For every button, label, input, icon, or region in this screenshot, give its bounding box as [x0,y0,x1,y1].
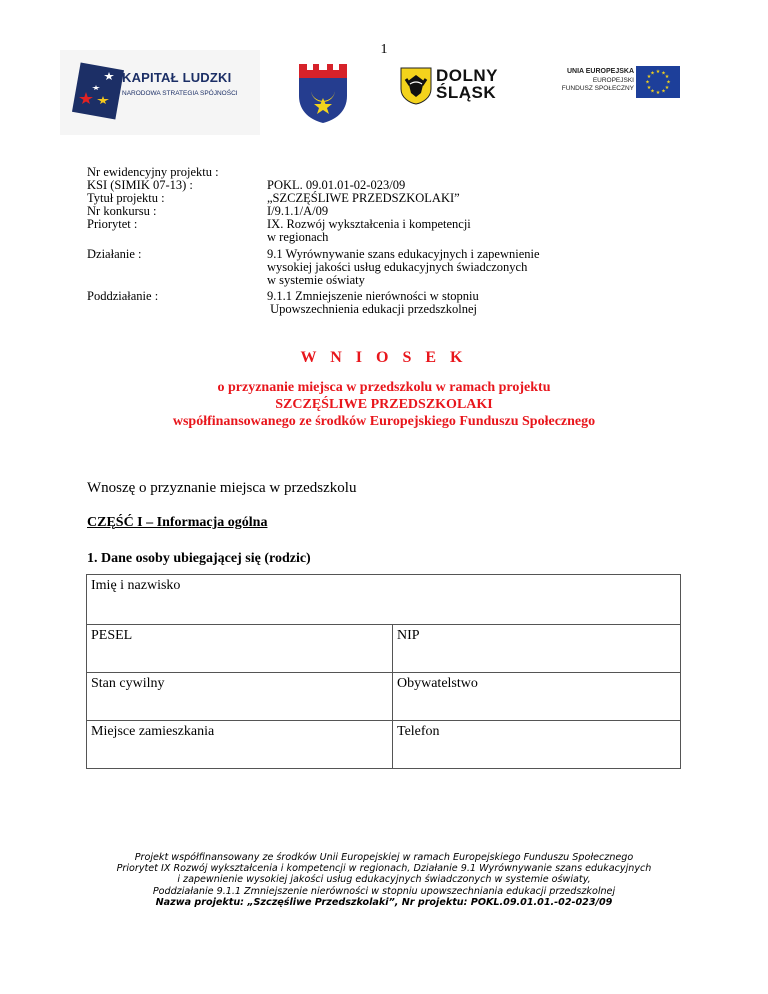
residence-label: Miejsce zamieszkania [91,724,215,739]
eu-flag-icon [636,66,680,98]
kapital-ludzki-emblem-icon [66,58,126,128]
svg-text:★: ★ [664,74,670,80]
value-poddzialanie-1: 9.1.1 Zmniejszenie nierówności w stopniu [267,289,479,303]
label-dzialanie: Działanie : [87,247,142,261]
svg-text:★: ★ [661,70,666,77]
marital-status-field[interactable] [87,673,393,721]
label-priorytet: Priorytet : [87,217,138,231]
full-name-label: Imię i nazwisko [91,578,181,593]
pesel-label: PESEL [91,628,133,643]
footer-line2: Priorytet IX Rozwój wykształcenia i kompetencji w regionach, Działanie 9.1 Wyrównywanie szans edukacyjnych [116,863,652,875]
svg-text:★: ★ [655,90,661,96]
table-row [87,625,681,673]
svg-text:★: ★ [666,79,671,86]
label-nr-ewidencyjny: Nr ewidencyjny projektu : [87,165,219,179]
footer-line1: Projekt współfinansowany ze środków Unii Europejskiej w ramach Europejskiego Funduszu Społecznego [134,852,634,863]
label-ksi: KSI (SIMIK 07-13) : [87,178,193,192]
eu-logo-line2: EUROPEJSKI [592,76,634,84]
citizenship-label: Obywatelstwo [397,676,478,691]
phone-field[interactable] [393,721,681,769]
eu-logo-line3: FUNDUSZ SPOŁECZNY [561,85,634,92]
value-konkurs: I/9.1.1/A/09 [267,204,329,218]
svg-text:★: ★ [650,88,655,95]
kapital-ludzki-logo [60,50,260,135]
nip-field[interactable] [393,625,681,673]
value-dzialanie-3: w systemie oświaty [267,273,365,287]
svg-text:★: ★ [646,74,652,80]
label-poddzialanie: Poddziałanie : [87,289,159,303]
table-row [87,575,681,625]
subtitle-line3: współfinansowanego ze środków Europejskiego Funduszu Społecznego [172,414,596,429]
page-footer [0,852,768,908]
label-konkurs: Nr konkursu : [87,204,157,218]
phone-label: Telefon [397,724,440,739]
kapital-ludzki-subtitle: NARODOWA STRATEGIA SPÓJNOŚCI [122,90,238,97]
svg-text:★: ★ [646,85,652,91]
eu-logo-line1: UNIA EUROPEJSKA [566,68,634,75]
table-row [87,673,681,721]
value-tytul: „SZCZĘŚLIWE PRZEDSZKOLAKI” [267,191,460,205]
subtitle-line1: o przyznanie miejsca w przedszkolu w ramach projektu [217,380,551,395]
svg-text:★: ★ [645,79,650,86]
value-ksi: POKL. 09.01.01-02-023/09 [267,178,406,192]
svg-text:★: ★ [661,88,666,95]
municipal-crest-logo [297,62,349,124]
eu-logo [540,66,680,104]
kapital-ludzki-title: KAPITAŁ LUDZKI [122,70,232,85]
intro-text: Wnoszę o przyznanie miejsca w przedszkolu [87,480,357,496]
value-priorytet-2: w regionach [267,230,329,244]
value-dzialanie-2: wysokiej jakości usług edukacyjnych świadczonych [267,260,528,274]
eagle-shield-icon [400,67,432,105]
value-priorytet-1: IX. Rozwój wykształcenia i kompetencji [267,217,471,231]
citizenship-field[interactable] [393,673,681,721]
label-tytul: Tytuł projektu : [87,191,165,205]
value-poddzialanie-2: Upowszechnienia edukacji przedszkolnej [267,302,477,316]
footer-line4: Poddziałanie 9.1.1 Zmniejszenie nierówności w stopniu upowszechniania edukacji przedszkolnej [152,885,616,897]
svg-text:★: ★ [650,70,655,77]
nip-label: NIP [397,628,420,643]
footer-line3: i zapewnienie wysokiej jakości usług edukacyjnych świadczonych w systemie oświaty, [177,874,591,886]
crest-icon [297,62,349,124]
dolny-slask-line1: DOLNY [436,66,498,85]
part-title: CZĘŚĆ I – Informacja ogólna [87,515,268,530]
table-row [87,721,681,769]
subtitle-line2: SZCZĘŚLIWE PRZEDSZKOLAKI [275,397,493,412]
value-dzialanie-1: 9.1 Wyrównywanie szans edukacyjnych i zapewnienie [267,247,540,261]
dolny-slask-logo [400,66,510,106]
pesel-field[interactable] [87,625,393,673]
eu-logo-text [562,68,634,94]
svg-text:★: ★ [655,69,661,75]
document-title: W N I O S E K [300,349,468,366]
dolny-slask-line2: ŚLĄSK [436,83,497,102]
residence-field[interactable] [87,721,393,769]
full-name-field[interactable] [87,575,681,625]
applicant-data-table [86,574,681,769]
svg-text:★: ★ [664,85,670,91]
footer-line5: Nazwa projektu: „Szczęśliwe Przedszkolaki”, Nr projektu: POKL.09.01.01.-02-023/09 [155,896,613,908]
page-number: 1 [380,42,388,57]
marital-status-label: Stan cywilny [91,676,165,691]
section-title: 1. Dane osoby ubiegającej się (rodzic) [87,551,311,566]
